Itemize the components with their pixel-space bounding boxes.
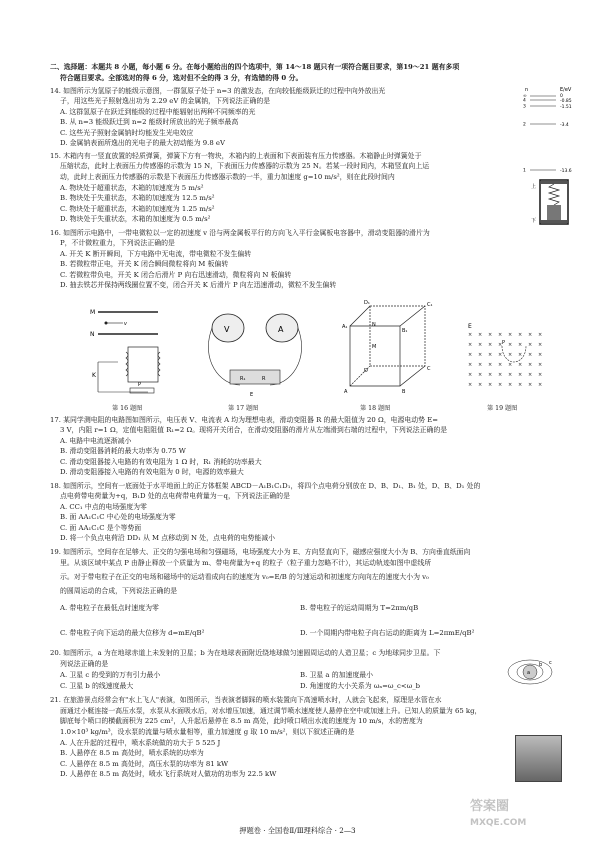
q15-option-a: A. 物块处于超重状态，木箱的加速度为 5 m/s²: [60, 184, 204, 192]
q18-option-b: B. 面 AA₁C₁C 中心处的电场强度为零: [60, 513, 176, 521]
top-label: 上: [531, 184, 537, 190]
voltmeter-label: V: [224, 325, 230, 334]
e-header: E/eV: [560, 87, 572, 93]
n-2: 2: [523, 122, 526, 128]
vertex-c: C: [427, 366, 431, 372]
e-4: -0.85: [560, 99, 572, 104]
q16-option-b: B. 若微粒带正电，开关 K 闭合瞬间微粒将向 M 板偏转: [60, 260, 229, 268]
q19-line: 19. 如图所示，空间存在足够大、正交的匀强电场和匀强磁场，电场强度大小为 E、方向竖直向下，磁感应强度大小为 B、方向垂直纸面向: [50, 548, 471, 556]
vertex-c1: C₁: [427, 302, 433, 308]
field-x-mark: ×: [528, 352, 533, 358]
field-x-mark: ×: [488, 352, 493, 358]
field-x-mark: ×: [518, 382, 523, 388]
field-x-mark: ×: [468, 332, 473, 338]
point-p-label: P: [502, 340, 506, 346]
caption-q19: 第 19 题图: [487, 405, 518, 412]
q21-option-d: D. 人悬停在 8.5 m 高处时，喷水飞行系统对人做功的功率为 22.5 kW: [60, 770, 277, 778]
q19-line: 的圆周运动的合成，下列说法正确的是: [60, 587, 178, 595]
section-heading-line1: 二、选择题：本题共 8 小题，每小题 6 分。在每小题给出的四个选项中，第 14～18 题只有一项符合题目要求，第19～21 题有多项: [50, 63, 460, 71]
field-x-mark: ×: [478, 342, 483, 348]
field-x-mark: ×: [518, 352, 523, 358]
field-x-mark: ×: [528, 382, 533, 388]
field-x-mark: ×: [498, 372, 503, 378]
q21-line: 面通过小艇连接一高压水泵，水泵从水面吸水后，对水增压加速，通过调节喷水速度使人悬停在空中或加速上升。已知人的质量为 65 kg，: [60, 707, 482, 715]
n-4: 4: [523, 98, 526, 104]
label-m: M: [90, 309, 96, 316]
point-n: N: [372, 322, 376, 328]
vertex-b: B: [402, 389, 406, 395]
field-x-mark: ×: [508, 382, 513, 388]
label-p: P: [138, 382, 142, 388]
energy-level-diagram: [520, 84, 582, 176]
q19-line: 里。从该区域中某点 P 由静止释放一个质量为 m、带电荷量为+q 的粒子（粒子重力忽略不计），其运动轨迹如图中虚线所: [60, 559, 432, 567]
field-x-mark: ×: [498, 332, 503, 338]
vertex-d: D: [364, 368, 368, 374]
q17-option-a: A. 电路中电流逐渐减小: [60, 437, 132, 445]
e-3: -1.51: [560, 105, 572, 110]
q20-earth-figure: [505, 650, 555, 690]
q18-option-c: C. 面 AA₁C₁C 是个等势面: [60, 524, 142, 532]
e-inf: 0: [560, 94, 563, 99]
q15-option-b: B. 物块处于失重状态，木箱的加速度为 12.5 m/s²: [60, 194, 215, 202]
vertex-b1: B₁: [402, 328, 408, 334]
field-e-label: E: [468, 323, 472, 330]
field-x-mark: ×: [528, 342, 533, 348]
n-3: 3: [523, 104, 526, 110]
q16-line: P，不计微粒重力，下列说法正确的是: [60, 239, 175, 247]
q15-line: 压缩状态，此时上表面压力传感器的示数为 15 N，下表面压力传感器的示数为 25 N。若某一段时间内，木箱竖直向上运: [60, 162, 430, 170]
field-x-mark: ×: [488, 382, 493, 388]
section-heading-line2: 符合题目要求。全部选对的得 6 分，选对但不全的得 3 分，有选错的得 0 分。: [60, 74, 303, 82]
field-x-mark: ×: [538, 342, 543, 348]
vertex-a1: A₁: [342, 324, 348, 330]
e-1: -13.6: [560, 169, 572, 174]
vertex-d1: D₁: [364, 300, 370, 306]
field-x-mark: ×: [498, 342, 503, 348]
watermark-logo: 答案圈 MXQE.COM: [470, 799, 527, 828]
field-x-mark: ×: [468, 382, 473, 388]
field-x-mark: ×: [478, 382, 483, 388]
field-x-mark: ×: [478, 372, 483, 378]
page-footer: 押题卷 · 全国卷Ⅱ/Ⅲ理科综合 · 2—3: [239, 826, 356, 835]
q19-option-b: B. 带电粒子的运动周期为 T=2πm/qB: [300, 604, 419, 612]
q19-option-d: D. 一个周期内带电粒子向右运动的距离为 L=2πmE/qB²: [300, 629, 475, 637]
q21-line: 1.0×10³ kg/m³，设水泵的流量与喷水量相等，重力加速度 g 取 10 m/s²，则以下叙述正确的是: [60, 728, 355, 736]
q21-option-a: A. 人在升起的过程中，喷水系统做的功大于 5 525 J: [60, 739, 221, 747]
field-x-mark: ×: [518, 372, 523, 378]
field-x-mark: ×: [528, 332, 533, 338]
q17-line: 17. 某同学测电阻的电路图如图所示，电压表 V、电流表 A 均为理想电表，滑动变阻器 R 的最大阻值为 20 Ω，电源电动势 E=: [50, 416, 439, 424]
q14-option-d: D. 金属钠表面所逸出的光电子的最大初动能为 9.8 eV: [60, 139, 225, 147]
field-x-mark: ×: [538, 332, 543, 338]
field-x-mark: ×: [508, 352, 513, 358]
field-x-mark: ×: [468, 372, 473, 378]
vertex-a: A: [344, 389, 348, 395]
q18-option-d: D. 将一个负点电荷沿 DD₁ 从 M 点移动到 N 处，点电荷的电势能减小: [60, 534, 276, 542]
q20-option-b: B. 卫星 a 的加速度最小: [300, 671, 374, 679]
q15-option-c: C. 物块处于超重状态，木箱的加速度为 1.25 m/s²: [60, 205, 215, 213]
label-n: N: [90, 331, 95, 338]
field-x-mark: ×: [478, 352, 483, 358]
field-x-mark: ×: [468, 342, 473, 348]
satellite-a: a: [527, 670, 531, 676]
n-1: 1: [523, 168, 526, 174]
field-x-mark: ×: [488, 332, 493, 338]
label-k: K: [92, 372, 96, 379]
q20-line: 列说法正确的是: [60, 660, 109, 668]
caption-q17: 第 17 题图: [228, 405, 259, 412]
q21-option-c: C. 人悬停在 8.5 m 高处时，高压水泵的功率为 81 kW: [60, 760, 229, 768]
field-x-mark: ×: [518, 342, 523, 348]
field-x-mark: ×: [528, 362, 533, 368]
field-x-mark: ×: [518, 332, 523, 338]
q21-line: 21. 在旅游景点经常会有"水上飞人"表演，如图所示，当表演者脚踩的喷水装置向下高速喷水时，人就会飞起来，原理是水管在水: [50, 696, 442, 704]
field-x-mark: ×: [538, 372, 543, 378]
q16-option-d: D. 抽去铁芯并保持两线圈位置不变，闭合开关 K 后滑片 P 向左迅速滑动，微粒不发生偏转: [60, 281, 337, 289]
water-flyer-photo: [515, 735, 562, 782]
field-x-mark: ×: [468, 352, 473, 358]
field-x-mark: ×: [508, 362, 513, 368]
field-x-mark: ×: [508, 332, 513, 338]
spring-box-figure: [531, 178, 572, 228]
bottom-label: 下: [531, 218, 537, 224]
q17-option-b: B. 滑动变阻器消耗的最大功率为 0.75 W: [60, 447, 186, 455]
q17-circuit-figure: [200, 300, 310, 400]
n-header: n: [525, 87, 529, 93]
q14-option-a: A. 这群氢原子在跃迁到能级的过程中能辐射出两种不同频率的光: [60, 108, 256, 116]
point-m: M: [372, 344, 377, 350]
q18-option-a: A. CC₁ 中点的电场强度为零: [60, 503, 147, 511]
q14-option-b: B. 从 n=3 能级跃迁到 n=2 能级时所放出的光子频率最高: [60, 118, 239, 126]
q20-option-c: C. 卫星 b 的线速度最大: [60, 682, 134, 690]
q16-option-c: C. 若微粒带负电，开关 K 闭合后滑片 P 向右迅速滑动，微粒将向 N 板偏转: [60, 271, 292, 279]
field-x-mark: ×: [468, 362, 473, 368]
q21-line: 脚底每个喷口的横截面积为 225 cm²，人升起后悬停在 8.5 m 高处，此时喷口喷出水流的速度为 10 m/s，水的密度为: [60, 717, 423, 725]
field-x-mark: ×: [508, 372, 513, 378]
q17-option-d: D. 滑动变阻器接入电路的有效电阻为 0 时，电源的效率最大: [60, 468, 244, 476]
q19-field-figure: [462, 318, 552, 398]
caption-q16: 第 16 题图: [112, 405, 143, 412]
field-x-mark: ×: [518, 362, 523, 368]
ammeter-label: A: [278, 325, 284, 334]
q15-line: 15. 木箱内有一竖直放置的轻质弹簧，弹簧下方有一物块，木箱内的上表面和下表面装有压力传感器。木箱静止时弹簧处于: [50, 152, 422, 160]
satellite-b: b: [539, 662, 543, 668]
q17-line: 3 V，内阻 r=1 Ω，定值电阻阻值 R₁=2 Ω。现将开关闭合，在滑动变阻器的滑片从左端滑到右端的过程中，下列说法正确的是: [60, 426, 448, 434]
q21-option-b: B. 人悬停在 8.5 m 高处时，喷水系统的功率为: [60, 749, 204, 757]
q18-line: 点电荷带电荷量为+q，B₁D 处的点电荷带电荷量为－q，下列说法正确的是: [60, 492, 290, 500]
field-x-mark: ×: [508, 342, 513, 348]
q20-option-a: A. 卫星 c 的受到的万有引力最小: [60, 671, 161, 679]
q14-line: 14. 如图所示为氢原子的能级示意图，一群氢原子处于 n=3 的激发态，在向较低能级跃迁的过程中向外放出光: [50, 87, 386, 95]
field-x-mark: ×: [498, 362, 503, 368]
r1-label: R₁: [240, 376, 246, 382]
q18-line: 18. 如图所示，空间有一底面处于水平地面上的正方体框架 ABCD－A₁B₁C₁D₁，将四个点电荷分别放在 D、B、D₁、B₁ 处，D、B、D₁ 处的: [50, 482, 481, 490]
field-x-mark: ×: [498, 382, 503, 388]
q16-circuit-figure: [88, 292, 188, 402]
r-label: R: [262, 376, 266, 382]
q16-line: 16. 如图所示电路中，一带电微粒以一定的初速度 v 沿与两金属板平行的方向飞入平行金属板电容器中，滑动变阻器的滑片为: [50, 229, 430, 237]
q20-line: 20. 如图所示，a 为在地球赤道上未发射的卫星；b 为在地球表面附近绕地球做匀速圆周运动的人造卫星；c 为地球同步卫星。下: [50, 649, 441, 657]
q20-option-d: D. 角速度的大小关系为 ωₐ=ω_c<ω_b: [300, 682, 421, 690]
field-x-mark: ×: [498, 352, 503, 358]
field-x-mark: ×: [528, 372, 533, 378]
field-x-mark: ×: [488, 342, 493, 348]
field-x-mark: ×: [538, 362, 543, 368]
field-x-mark: ×: [488, 372, 493, 378]
satellite-c: c: [549, 660, 552, 666]
n-inf: ∞: [523, 94, 527, 99]
q19-option-c: C. 带电粒子向下运动的最大位移为 d=mE/qB²: [60, 629, 205, 637]
e-2: -3.4: [560, 123, 569, 128]
field-x-mark: ×: [478, 332, 483, 338]
q18-cube-figure: [340, 296, 440, 400]
field-x-mark: ×: [538, 382, 543, 388]
q15-option-d: D. 物块处于失重状态，木箱的加速度为 0.5 m/s²: [60, 215, 211, 223]
caption-q18: 第 18 题图: [360, 405, 391, 412]
q14-option-c: C. 这些光子照射金属钠时均能发生光电效应: [60, 129, 194, 137]
q17-option-c: C. 滑动变阻器接入电路的有效电阻为 1 Ω 时，R₁ 消耗的功率最大: [60, 458, 262, 466]
q14-line: 子，用这些光子照射逸出功为 2.29 eV 的金属钠，下列说法正确的是: [60, 97, 271, 105]
q19-line: 示。对于带电粒子在正交的电场和磁场中的运动看成向右的速度为 v₀=E/B 的匀速运动和初速度方向向左的速度大小为 v₀: [60, 573, 429, 581]
q19-option-a: A. 带电粒子在最低点时速度为零: [60, 604, 159, 612]
q16-option-a: A. 开关 K 断开瞬间，下方电路中无电流，带电微粒不发生偏转: [60, 250, 252, 258]
label-v: v: [124, 321, 127, 327]
e-label: E: [250, 392, 254, 398]
q15-line: 动，此时上表面压力传感器的示数是下表面压力传感器示数的一半，重力加速度 g=10 m/s²，则在此段时间内: [60, 173, 395, 181]
field-x-mark: ×: [488, 362, 493, 368]
field-x-mark: ×: [538, 352, 543, 358]
field-x-mark: ×: [478, 362, 483, 368]
